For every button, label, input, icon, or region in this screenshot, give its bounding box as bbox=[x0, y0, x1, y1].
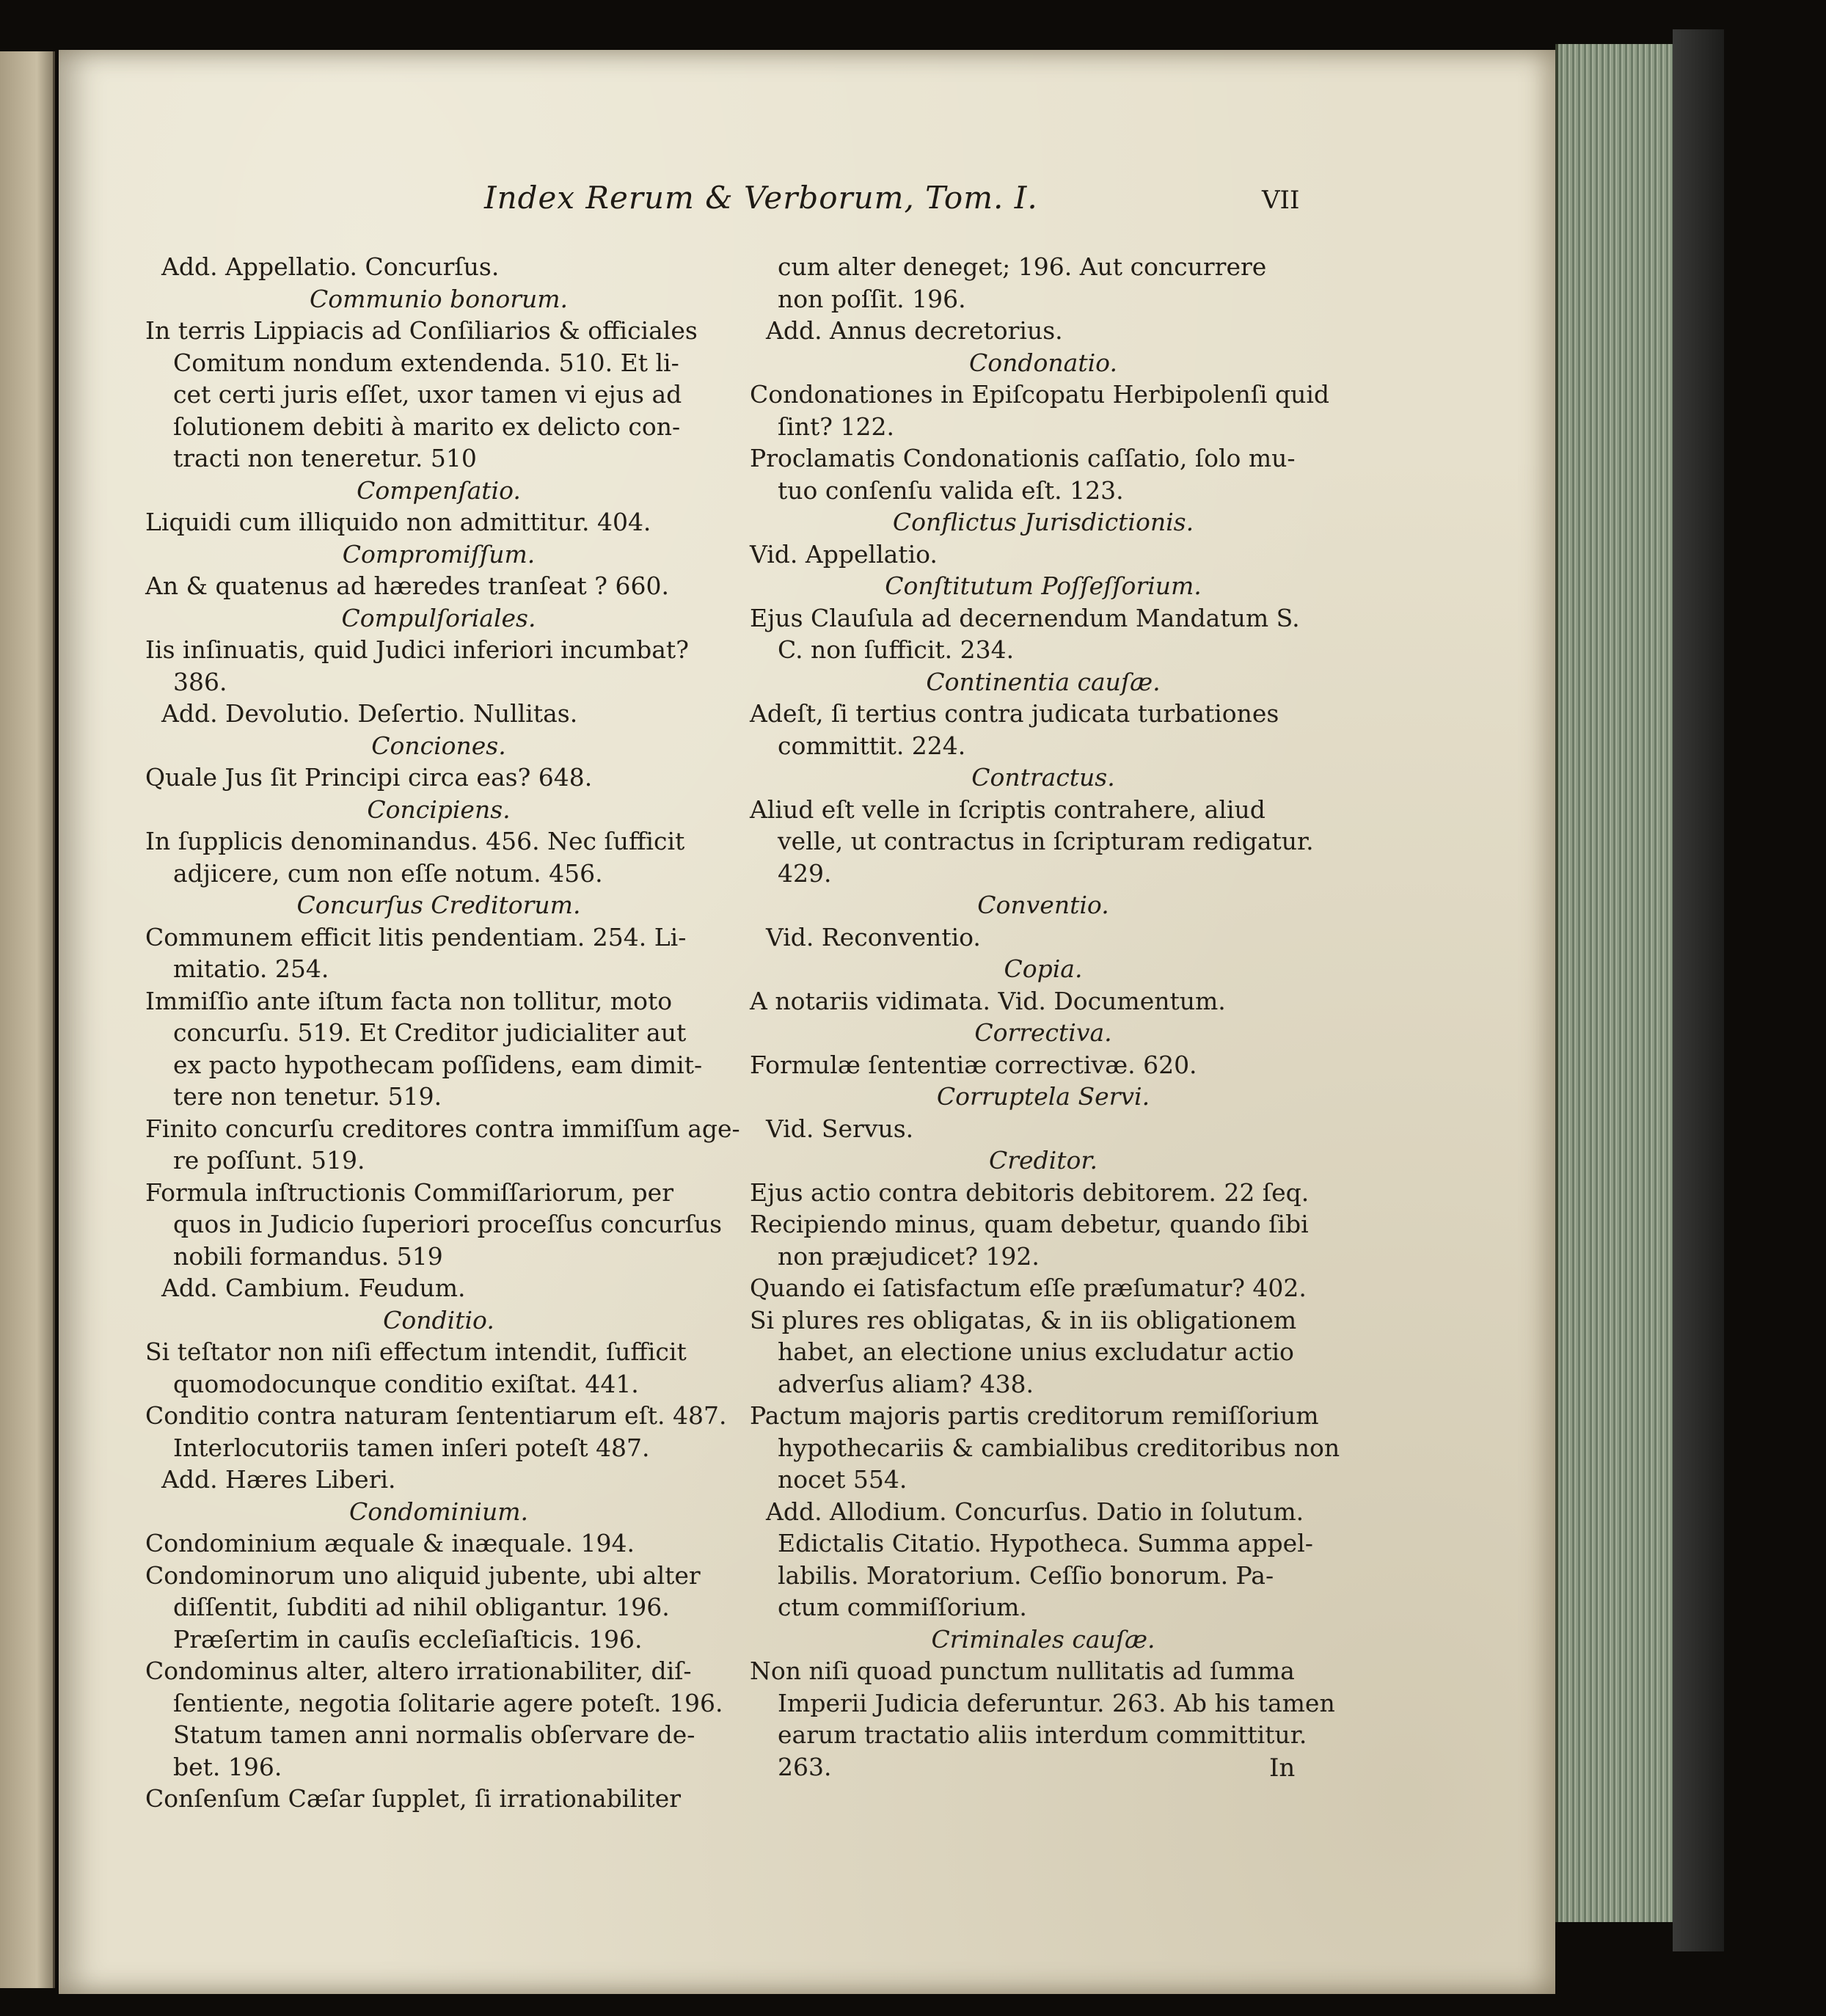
index-heading: Correctiva. bbox=[974, 1018, 1112, 1047]
index-line: ſentiente, negotia ſolitarie agere poteſt. 196. bbox=[173, 1688, 723, 1717]
index-heading: Condonatio. bbox=[969, 348, 1117, 377]
index-line: Adeſt, ſi tertius contra judicata turbationes bbox=[750, 699, 1279, 728]
index-line: Si teſtator non niſi effectum intendit, ſufficit bbox=[145, 1337, 687, 1366]
index-heading: Conſtitutum Poſſeſſorium. bbox=[885, 571, 1202, 600]
index-line: Vid. Reconventio. bbox=[766, 922, 981, 952]
index-line: hypothecariis & cambialibus creditoribus non bbox=[778, 1433, 1340, 1462]
index-line: adverſus aliam? 438. bbox=[778, 1369, 1034, 1398]
index-heading: Concipiens. bbox=[367, 795, 511, 824]
index-line: Proclamatis Condonationis caſſatio, ſolo mu- bbox=[750, 444, 1296, 472]
index-line: Condominium æquale & inæquale. 194. bbox=[145, 1529, 635, 1557]
index-heading: Copia. bbox=[1004, 954, 1083, 983]
index-line: Ejus actio contra debitoris debitorem. 22 ſeq. bbox=[750, 1177, 1310, 1207]
index-line: Liquidi cum illiquido non admittitur. 404. bbox=[145, 508, 651, 536]
index-line: committit. 224. bbox=[778, 731, 966, 760]
index-line: Condominorum uno aliquid jubente, ubi alter bbox=[145, 1560, 701, 1590]
index-line: Recipiendo minus, quam debetur, quando ſibi bbox=[750, 1210, 1309, 1238]
index-line: An & quatenus ad hæredes tranſeat ? 660. bbox=[145, 571, 669, 600]
index-line: concurſu. 519. Et Creditor judicialiter aut bbox=[173, 1018, 687, 1047]
left-column bbox=[145, 251, 740, 1815]
index-line: Add. Annus decretorius. bbox=[766, 316, 1063, 345]
index-line: mitatio. 254. bbox=[173, 954, 329, 983]
running-header bbox=[0, 180, 1826, 224]
index-heading: Conditio. bbox=[383, 1305, 494, 1334]
index-line: Conſenſum Cæſar ſupplet, ſi irrationabiliter bbox=[145, 1784, 682, 1813]
index-line: cet certi juris eſſet, uxor tamen vi ejus ad bbox=[173, 380, 682, 409]
index-line: Ejus Clauſula ad decernendum Mandatum S. bbox=[750, 603, 1300, 632]
index-heading: Corruptela Servi. bbox=[936, 1082, 1150, 1111]
index-heading: Compenſatio. bbox=[357, 475, 521, 505]
index-line: Add. Appellatio. Concurſus. bbox=[161, 252, 500, 281]
index-line: Condonationes in Epiſcopatu Herbipolenſi quid bbox=[750, 380, 1330, 409]
index-heading: Conflictus Jurisdictionis. bbox=[892, 508, 1194, 536]
index-heading: Creditor. bbox=[988, 1146, 1098, 1175]
index-line: Interlocutoriis tamen inſeri poteſt 487. bbox=[173, 1433, 650, 1462]
index-line: 429. bbox=[778, 858, 832, 888]
index-line: quos in Judicio ſuperiori proceſſus concurſus bbox=[173, 1210, 723, 1238]
page-number: VII bbox=[1262, 186, 1300, 215]
index-line: non poſſit. 196. bbox=[778, 284, 966, 313]
index-line: ex pacto hypothecam poſſidens, eam dimit- bbox=[173, 1050, 703, 1079]
index-line: Comitum nondum extendenda. 510. Et li- bbox=[173, 348, 679, 377]
index-line: ſint? 122. bbox=[778, 412, 894, 441]
index-line: quomodocunque conditio exiſtat. 441. bbox=[173, 1369, 639, 1398]
index-line: Communem efficit litis pendentiam. 254. Li- bbox=[145, 922, 687, 952]
index-line: cum alter deneget; 196. Aut concurrere bbox=[778, 252, 1267, 281]
index-heading: Contractus. bbox=[971, 763, 1115, 792]
index-line: velle, ut contractus in ſcripturam redigatur. bbox=[778, 827, 1314, 855]
index-heading: Compulſoriales. bbox=[341, 603, 536, 632]
header-title: Index Rerum & Verborum, Tom. I. bbox=[484, 180, 1038, 216]
index-line: Finito concurſu creditores contra immiſſum age- bbox=[145, 1114, 740, 1143]
index-line: non præjudicet? 192. bbox=[778, 1241, 1040, 1271]
index-line: Imperii Judicia deferuntur. 263. Ab his tamen bbox=[778, 1688, 1335, 1717]
index-line: Conditio contra naturam ſententiarum eſt. 487. bbox=[145, 1401, 727, 1430]
index-line: habet, an electione unius excludatur actio bbox=[778, 1337, 1294, 1366]
index-line: C. non ſufficit. 234. bbox=[778, 635, 1015, 664]
index-heading: Continentia cauſæ. bbox=[926, 667, 1161, 696]
index-line: Vid. Appellatio. bbox=[750, 539, 938, 569]
page-block-edges bbox=[1555, 44, 1676, 1922]
index-line: nocet 554. bbox=[778, 1465, 907, 1494]
index-line: Præſertim in cauſis eccleſiaſticis. 196. bbox=[173, 1624, 643, 1654]
index-heading: Communio bonorum. bbox=[309, 284, 569, 313]
index-line: Quando ei ſatisfactum eſſe præſumatur? 402. bbox=[750, 1274, 1307, 1302]
index-line: Add. Devolutio. Deſertio. Nullitas. bbox=[161, 699, 578, 728]
index-line: Add. Allodium. Concurſus. Datio in ſolutum. bbox=[766, 1497, 1304, 1526]
index-line: adjicere, cum non eſſe notum. 456. bbox=[173, 858, 603, 888]
index-line: Quale Jus ſit Principi circa eas? 648. bbox=[145, 763, 593, 792]
index-line: ctum commiſſorium. bbox=[778, 1593, 1027, 1621]
index-line: tuo conſenſu valida eſt. 123. bbox=[778, 475, 1124, 505]
index-line: 263. bbox=[778, 1752, 832, 1781]
index-line: Edictalis Citatio. Hypotheca. Summa appel- bbox=[778, 1529, 1313, 1557]
right-column bbox=[750, 251, 1340, 1783]
index-line: Immiſſio ante iſtum facta non tollitur, moto bbox=[145, 986, 673, 1015]
index-line: Condominus alter, altero irrationabiliter, diſ- bbox=[145, 1657, 692, 1685]
index-heading: Conventio. bbox=[977, 891, 1109, 919]
index-line: Add. Cambium. Feudum. bbox=[161, 1274, 466, 1302]
index-line: tere non tenetur. 519. bbox=[173, 1082, 442, 1111]
index-line: labilis. Moratorium. Ceſſio bonorum. Pa- bbox=[778, 1560, 1274, 1590]
index-line: Add. Hæres Liberi. bbox=[161, 1465, 396, 1494]
index-line: Vid. Servus. bbox=[766, 1114, 914, 1143]
facing-page-edge bbox=[0, 51, 55, 1988]
index-line: Si plures res obligatas, & in iis obligationem bbox=[750, 1305, 1297, 1334]
index-heading: Condominium. bbox=[348, 1497, 529, 1526]
index-line: tracti non teneretur. 510 bbox=[173, 444, 477, 472]
index-line: ſolutionem debiti à marito ex delicto con- bbox=[173, 412, 681, 441]
index-line: Aliud eſt velle in ſcriptis contrahere, aliud bbox=[750, 795, 1266, 824]
book-cover bbox=[1673, 29, 1724, 1951]
index-line: diſſentit, ſubditi ad nihil obligantur. 196. bbox=[173, 1593, 670, 1621]
index-line: Formulæ ſententiæ correctivæ. 620. bbox=[750, 1050, 1197, 1079]
index-heading: Concurſus Creditorum. bbox=[296, 891, 581, 919]
index-line: earum tractatio aliis interdum committitur. bbox=[778, 1720, 1307, 1749]
index-heading: Compromiſſum. bbox=[342, 539, 536, 569]
catchword: In bbox=[1269, 1753, 1296, 1783]
index-line: bet. 196. bbox=[173, 1752, 282, 1781]
index-line: Formula inſtructionis Commiſſariorum, per bbox=[145, 1177, 673, 1207]
index-line: nobili formandus. 519 bbox=[173, 1241, 443, 1271]
index-line: re poſſunt. 519. bbox=[173, 1146, 365, 1175]
index-line: Pactum majoris partis creditorum remiſſorium bbox=[750, 1401, 1319, 1430]
index-line: In ſupplicis denominandus. 456. Nec ſufficit bbox=[145, 827, 685, 855]
index-heading: Conciones. bbox=[371, 731, 506, 760]
index-line: Iis inſinuatis, quid Judici inferiori incumbat? bbox=[145, 635, 689, 664]
index-line: In terris Lippiacis ad Conſiliarios & officiales bbox=[145, 316, 698, 345]
index-line: Statum tamen anni normalis obſervare de- bbox=[173, 1720, 695, 1749]
index-line: 386. bbox=[173, 667, 227, 696]
index-heading: Criminales cauſæ. bbox=[931, 1624, 1155, 1654]
index-line: A notariis vidimata. Vid. Documentum. bbox=[750, 986, 1226, 1015]
index-line: Non niſi quoad punctum nullitatis ad ſumma bbox=[750, 1657, 1295, 1685]
